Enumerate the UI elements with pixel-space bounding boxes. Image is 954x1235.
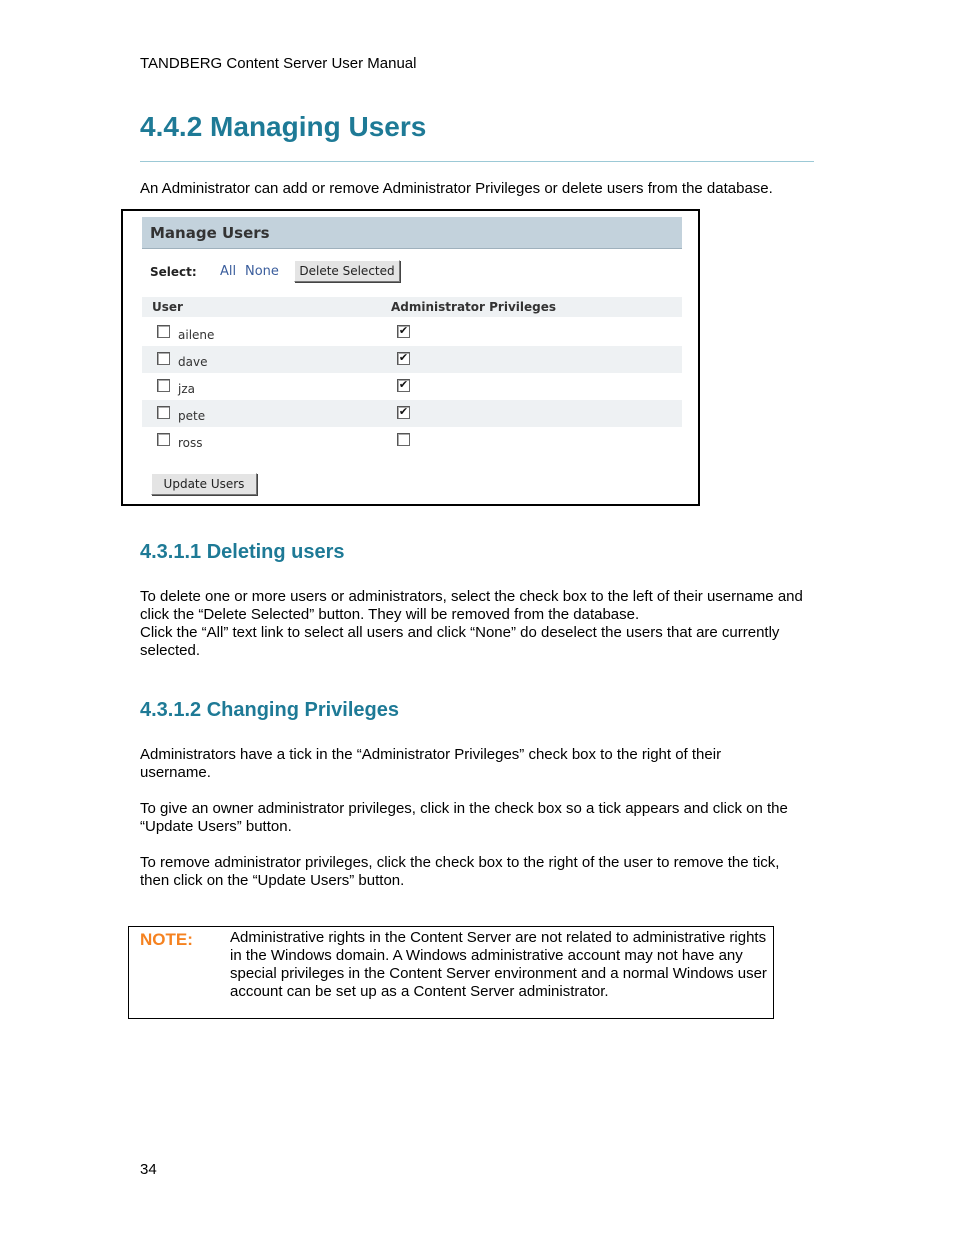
select-label: Select: <box>150 265 197 279</box>
select-user-checkbox[interactable] <box>157 406 170 419</box>
deleting-paragraph-1: To delete one or more users or administrators, select the check box to the left of their username and click the “Delete Selected” button. They will be removed from the database. <box>140 588 803 623</box>
privileges-paragraph-2: To give an owner administrator privileges, click in the check box so a tick appears and click on the “Update Users” button. <box>140 800 788 835</box>
update-users-button[interactable]: Update Users <box>151 473 257 495</box>
user-name: pete <box>178 409 206 423</box>
title-rule <box>140 161 814 162</box>
select-none-link[interactable]: None <box>245 264 279 279</box>
delete-selected-button[interactable]: Delete Selected <box>294 260 400 282</box>
user-row <box>142 427 682 454</box>
check-icon: ✔ <box>398 406 409 418</box>
section-intro: An Administrator can add or remove Administrator Privileges or delete users from the database. <box>140 180 773 197</box>
admin-privileges-checkbox[interactable] <box>397 379 410 392</box>
page-number: 34 <box>140 1161 157 1178</box>
select-user-checkbox[interactable] <box>157 379 170 392</box>
select-user-checkbox[interactable] <box>157 433 170 446</box>
note-text: Administrative rights in the Content Server are not related to administrative rights in the Windows domain. A Windows administrative account may not have any special privileges in the Content Server environment and a normal Windows user account can be set up as a Content Server administrator. <box>230 929 767 1000</box>
admin-privileges-checkbox[interactable] <box>397 433 410 446</box>
subsection-title-privileges: 4.3.1.2 Changing Privileges <box>140 699 399 721</box>
subsection-title-deleting: 4.3.1.1 Deleting users <box>140 541 345 563</box>
user-row <box>142 373 682 400</box>
select-user-checkbox[interactable] <box>157 352 170 365</box>
column-admin-privileges: Administrator Privileges <box>391 300 557 314</box>
user-name: ross <box>178 436 203 450</box>
manage-users-screenshot <box>121 209 700 506</box>
user-name: jza <box>178 382 195 396</box>
admin-privileges-checkbox[interactable] <box>397 325 410 338</box>
running-header: TANDBERG Content Server User Manual <box>140 55 417 72</box>
check-icon: ✔ <box>398 379 409 391</box>
select-user-checkbox[interactable] <box>157 325 170 338</box>
note-label: NOTE: <box>140 930 193 949</box>
select-all-link[interactable]: All <box>220 264 237 279</box>
table-header <box>142 297 682 317</box>
privileges-paragraph-3: To remove administrator privileges, click the check box to the right of the user to remove the tick, then click on the “Update Users” button. <box>140 854 780 889</box>
check-icon: ✔ <box>398 325 409 337</box>
user-row <box>142 346 682 373</box>
user-row <box>142 400 682 427</box>
user-name: dave <box>178 355 208 369</box>
check-icon: ✔ <box>398 352 409 364</box>
admin-privileges-checkbox[interactable] <box>397 406 410 419</box>
privileges-paragraph-1: Administrators have a tick in the “Administrator Privileges” check box to the right of their username. <box>140 746 722 781</box>
column-user: User <box>152 300 183 314</box>
deleting-paragraph-2: Click the “All” text link to select all users and click “None” do deselect the users that are currently selected. <box>140 624 780 659</box>
user-name: ailene <box>178 328 215 342</box>
section-title: 4.4.2 Managing Users <box>140 111 427 142</box>
user-row <box>142 319 682 346</box>
panel-title: Manage Users <box>142 217 682 249</box>
note-box <box>128 926 774 1019</box>
admin-privileges-checkbox[interactable] <box>397 352 410 365</box>
